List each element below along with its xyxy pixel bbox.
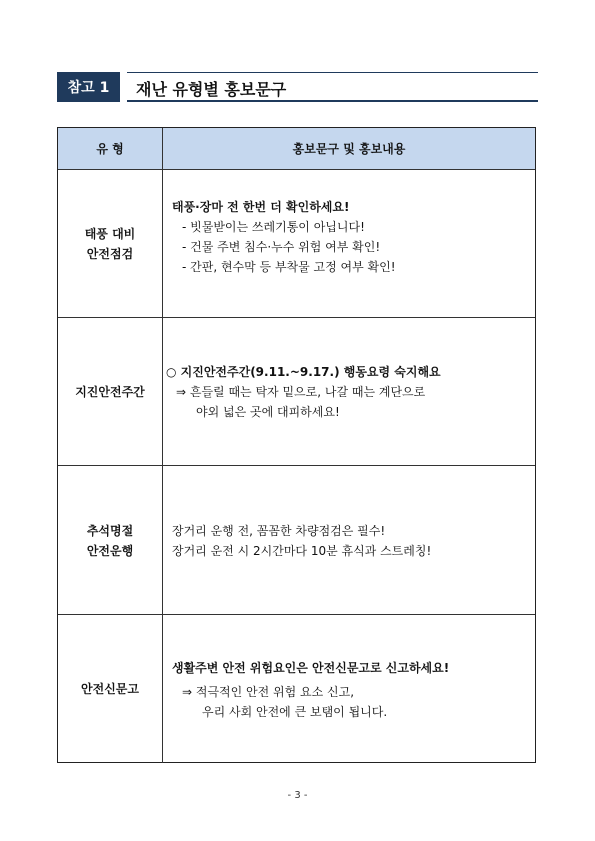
table-row bbox=[58, 465, 535, 615]
row-type-safety-report bbox=[58, 615, 163, 763]
page-number: - 3 - bbox=[287, 790, 308, 801]
content-arrow-line: ⇒ 흔들릴 때는 탁자 밑으로, 나갈 때는 계단으로 bbox=[176, 385, 426, 399]
content-line: 장거리 운전 시 2시간마다 10분 휴식과 스트레칭! bbox=[172, 544, 432, 558]
column-header-content: 홍보문구 및 홍보내용 bbox=[163, 128, 535, 169]
header-bottom-rule bbox=[127, 100, 538, 102]
content-heading: 태풍·장마 전 한번 더 확인하세요! bbox=[172, 200, 350, 214]
type-line: 안전운행 bbox=[86, 543, 134, 558]
row-content-earthquake bbox=[163, 318, 535, 466]
column-header-type: 유 형 bbox=[58, 128, 163, 169]
section-title: 재난 유형별 홍보문구 bbox=[136, 80, 287, 99]
reference-badge: 참고 1 bbox=[57, 72, 120, 102]
content-heading: 생활주변 안전 위험요인은 안전신문고로 신고하세요! bbox=[172, 661, 450, 675]
content-arrow-line: ⇒ 적극적인 안전 위험 요소 신고, bbox=[182, 685, 355, 699]
type-line: 안전신문고 bbox=[81, 682, 139, 696]
row-content-safety-report bbox=[163, 615, 535, 763]
promotion-table bbox=[57, 127, 536, 763]
type-line: 태풍 대비 bbox=[84, 227, 136, 241]
content-bullet: - 빗물받이는 쓰레기통이 아닙니다! bbox=[182, 220, 365, 234]
row-content-chuseok bbox=[163, 466, 535, 615]
content-bullet: - 간판, 현수막 등 부착물 고정 여부 확인! bbox=[182, 260, 396, 274]
table-row bbox=[58, 614, 535, 763]
header-top-rule bbox=[127, 72, 538, 73]
content-arrow-continuation: 야외 넓은 곳에 대피하세요! bbox=[196, 405, 340, 419]
type-line: 추석명절 bbox=[86, 523, 134, 538]
content-bullet: - 건물 주변 침수·누수 위험 여부 확인! bbox=[182, 240, 381, 254]
content-heading: ○ 지진안전주간(9.11.~9.17.) 행동요령 숙지해요 bbox=[166, 365, 441, 379]
type-line: 지진안전주간 bbox=[75, 385, 145, 399]
type-line: 안전점검 bbox=[86, 247, 134, 261]
content-line: 장거리 운행 전, 꼼꼼한 차량점검은 필수! bbox=[172, 524, 386, 538]
section-header bbox=[57, 72, 538, 102]
row-type-typhoon bbox=[58, 170, 163, 318]
row-content-typhoon bbox=[163, 170, 535, 318]
row-type-chuseok bbox=[58, 466, 163, 615]
row-type-earthquake bbox=[58, 318, 163, 466]
table-row bbox=[58, 169, 535, 318]
table-header-row bbox=[58, 128, 535, 169]
content-arrow-continuation: 우리 사회 안전에 큰 보탬이 됩니다. bbox=[202, 705, 388, 719]
table-row bbox=[58, 317, 535, 466]
